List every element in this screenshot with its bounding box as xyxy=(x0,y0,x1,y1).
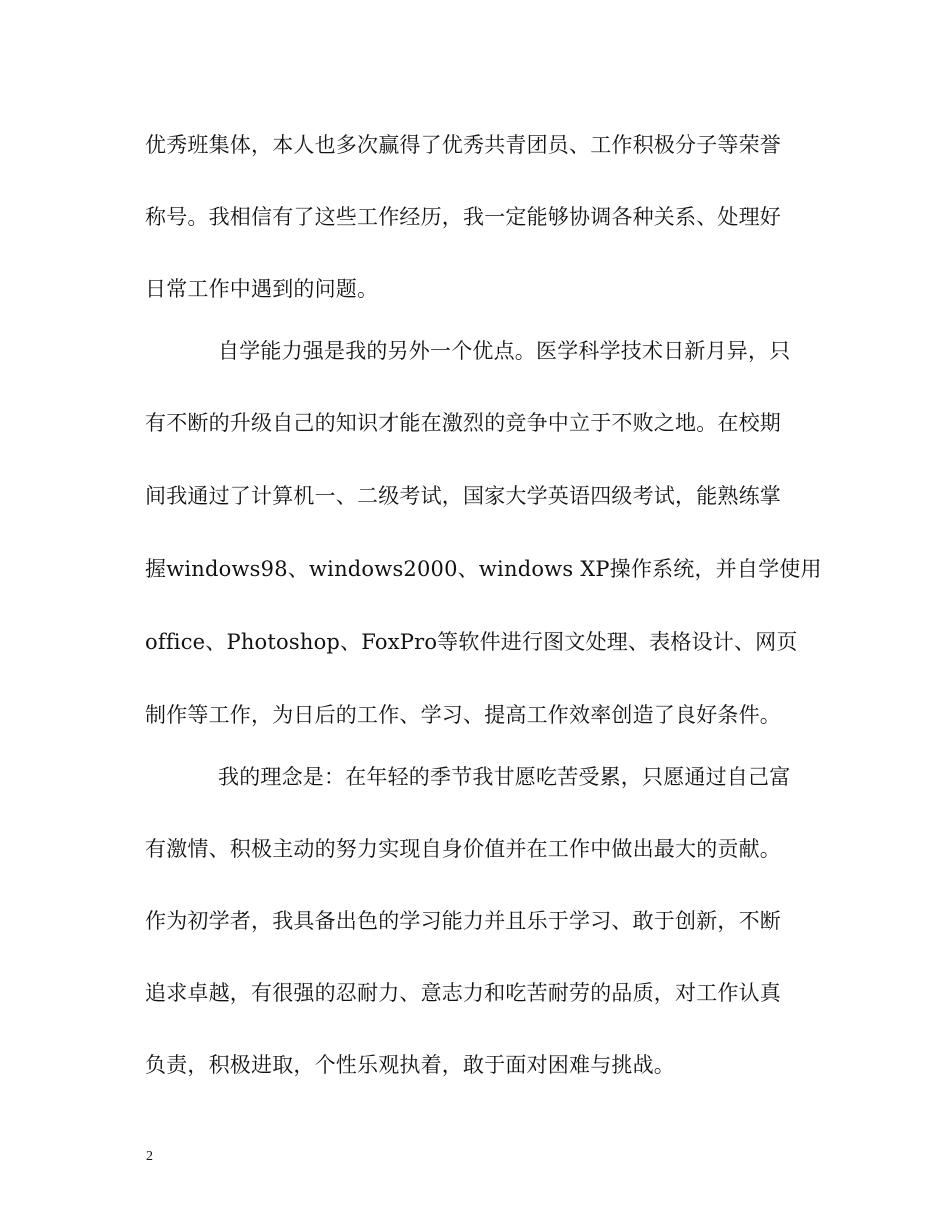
text-line: office、Photoshop、FoxPro等软件进行图文处理、表格设计、网页 xyxy=(145,630,798,654)
text-line: 负责，积极进取，个性乐观执着，敢于面对困难与挑战。 xyxy=(145,1053,675,1077)
text-line: 追求卓越，有很强的忍耐力、意志力和吃苦耐劳的品质，对工作认真 xyxy=(145,981,781,1005)
paragraph-start-line: 自学能力强是我的另外一个优点。医学科学技术日新月异，只 xyxy=(218,339,791,363)
text-line: 握windows98、windows2000、windows XP操作系统，并自学使用 xyxy=(145,557,822,581)
text-line: 间我通过了计算机一、二级考试，国家大学英语四级考试，能熟练掌 xyxy=(145,484,781,508)
page-number: 2 xyxy=(146,1149,153,1164)
text-line: 制作等工作，为日后的工作、学习、提高工作效率创造了良好条件。 xyxy=(145,703,781,727)
text-line: 优秀班集体，本人也多次赢得了优秀共青团员、工作积极分子等荣誉 xyxy=(145,133,781,157)
text-line: 日常工作中遇到的问题。 xyxy=(145,277,379,301)
paragraph-start-line: 我的理念是：在年轻的季节我甘愿吃苦受累，只愿通过自己富 xyxy=(218,765,791,789)
text-line: 有激情、积极主动的努力实现自身价值并在工作中做出最大的贡献。 xyxy=(145,837,781,861)
text-line: 称号。我相信有了这些工作经历，我一定能够协调各种关系、处理好 xyxy=(145,205,781,229)
text-line: 作为初学者，我具备出色的学习能力并且乐于学习、敢于创新，不断 xyxy=(145,909,781,933)
text-line: 有不断的升级自己的知识才能在激烈的竞争中立于不败之地。在校期 xyxy=(145,411,781,435)
